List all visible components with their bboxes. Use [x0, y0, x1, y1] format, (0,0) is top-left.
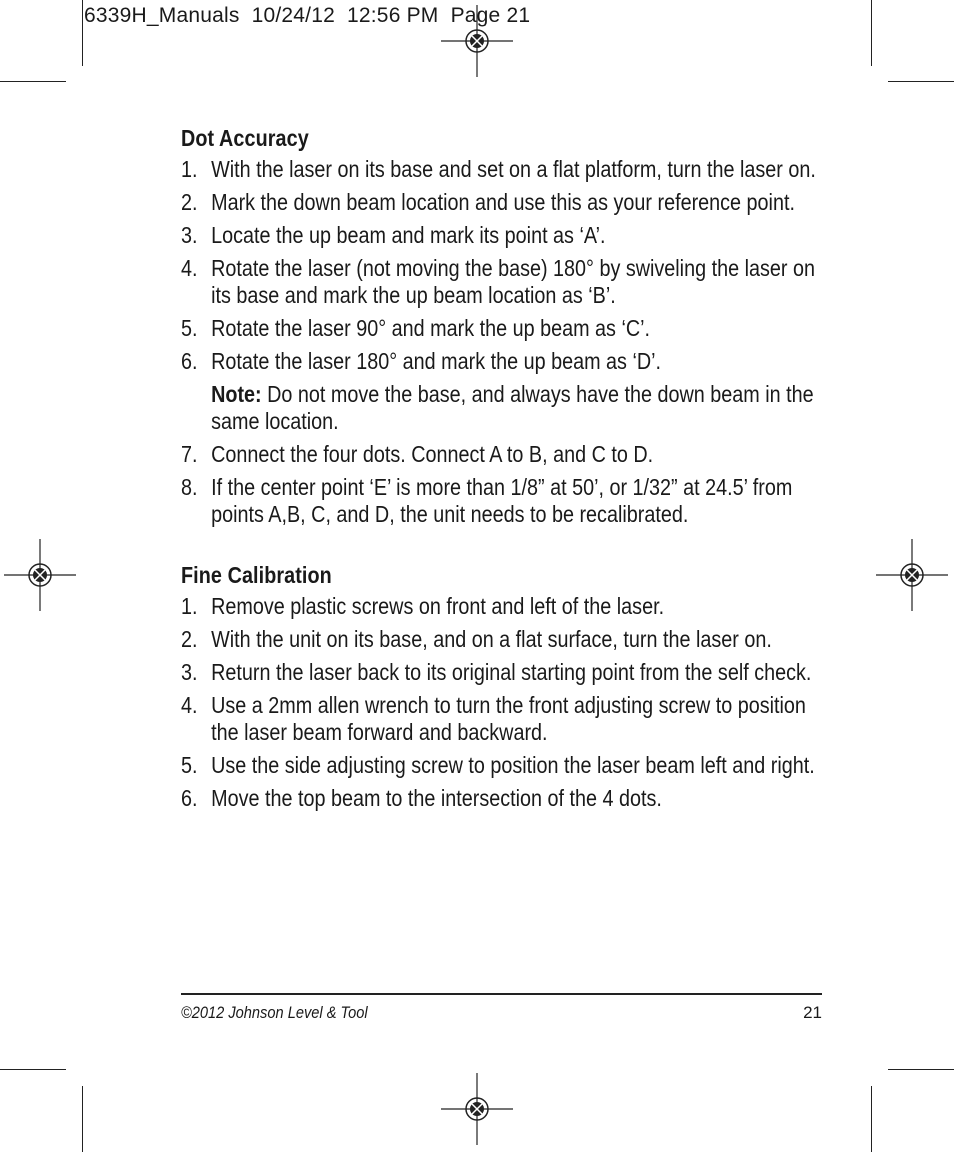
section-heading-dot-accuracy: Dot Accuracy — [181, 125, 309, 151]
list-item — [181, 659, 831, 686]
crop-mark-top-left-vertical — [82, 0, 83, 66]
footer-rule — [181, 993, 822, 995]
step-number: 4. — [181, 255, 198, 281]
step-text: Use a 2mm allen wrench to turn the front adjusting screw to position the laser beam forward and backward. — [211, 692, 806, 745]
crop-mark-bottom-left-horizontal — [0, 1069, 66, 1070]
step-text: Connect the four dots. Connect A to B, and C to D. — [211, 441, 654, 467]
step-text: Locate the up beam and mark its point as ‘A’. — [211, 222, 606, 248]
note-text: Do not move the base, and always have the down beam in the same location. — [211, 381, 814, 434]
step-number: 5. — [181, 752, 198, 778]
fine-calibration-section — [181, 562, 831, 812]
list-item — [181, 315, 831, 342]
list-item — [181, 692, 831, 746]
list-item — [181, 626, 831, 653]
footer-copyright: ©2012 Johnson Level & Tool — [181, 1003, 368, 1022]
crop-mark-top-left-horizontal — [0, 81, 66, 82]
step-number: 6. — [181, 785, 198, 811]
step-text: Mark the down beam location and use this as your reference point. — [211, 189, 795, 215]
registration-mark-right-icon — [876, 539, 948, 611]
crop-mark-top-right-vertical — [871, 0, 872, 66]
note — [181, 381, 831, 435]
step-number: 2. — [181, 189, 198, 215]
crop-mark-bottom-right-horizontal — [888, 1069, 954, 1070]
step-text: If the center point ‘E’ is more than 1/8” at 50’, or 1/32” at 24.5’ from points A,B, C, and D, the unit needs to be recalibrated. — [211, 474, 793, 527]
list-item — [181, 348, 831, 375]
step-number: 5. — [181, 315, 198, 341]
dot-accuracy-steps — [181, 156, 831, 528]
step-number: 4. — [181, 692, 198, 718]
step-text: Remove plastic screws on front and left of the laser. — [211, 593, 665, 619]
page-number: 21 — [803, 1003, 822, 1022]
step-text: Rotate the laser 180° and mark the up beam as ‘D’. — [211, 348, 662, 374]
list-item — [181, 156, 831, 183]
section-heading-fine-calibration: Fine Calibration — [181, 562, 332, 588]
list-item — [181, 255, 831, 309]
registration-mark-top-icon — [441, 5, 513, 77]
crop-mark-bottom-right-vertical — [871, 1086, 872, 1152]
crop-mark-bottom-left-vertical — [82, 1086, 83, 1152]
step-number: 6. — [181, 348, 198, 374]
step-text: Rotate the laser 90° and mark the up beam as ‘C’. — [211, 315, 651, 341]
section-gap — [181, 534, 831, 562]
step-number: 3. — [181, 222, 198, 248]
content-condensed — [181, 125, 831, 812]
step-text: Rotate the laser (not moving the base) 180° by swiveling the laser on its base and mark the up beam location as ‘B’. — [211, 255, 815, 308]
step-text: Return the laser back to its original starting point from the self check. — [211, 659, 812, 685]
list-item — [181, 441, 831, 468]
step-number: 3. — [181, 659, 198, 685]
step-text: Move the top beam to the intersection of the 4 dots. — [211, 785, 662, 811]
list-item — [181, 474, 831, 528]
page-content — [181, 125, 831, 818]
note-label: Note: — [211, 381, 262, 407]
list-item — [181, 593, 831, 620]
dot-accuracy-section — [181, 125, 831, 528]
step-text: With the laser on its base and set on a flat platform, turn the laser on. — [211, 156, 816, 182]
list-item — [181, 752, 831, 779]
step-number: 7. — [181, 441, 198, 467]
step-number: 8. — [181, 474, 198, 500]
fine-calibration-steps — [181, 593, 831, 812]
list-item — [181, 785, 831, 812]
step-text: Use the side adjusting screw to position the laser beam left and right. — [211, 752, 815, 778]
crop-mark-top-right-horizontal — [888, 81, 954, 82]
step-text: With the unit on its base, and on a flat surface, turn the laser on. — [211, 626, 772, 652]
registration-mark-left-icon — [4, 539, 76, 611]
list-item — [181, 222, 831, 249]
step-number: 1. — [181, 593, 198, 619]
step-number: 2. — [181, 626, 198, 652]
registration-mark-bottom-icon — [441, 1073, 513, 1145]
printer-slug: 6339H_Manuals 10/24/12 12:56 PM Page 21 — [84, 4, 531, 27]
step-number: 1. — [181, 156, 198, 182]
list-item — [181, 189, 831, 216]
